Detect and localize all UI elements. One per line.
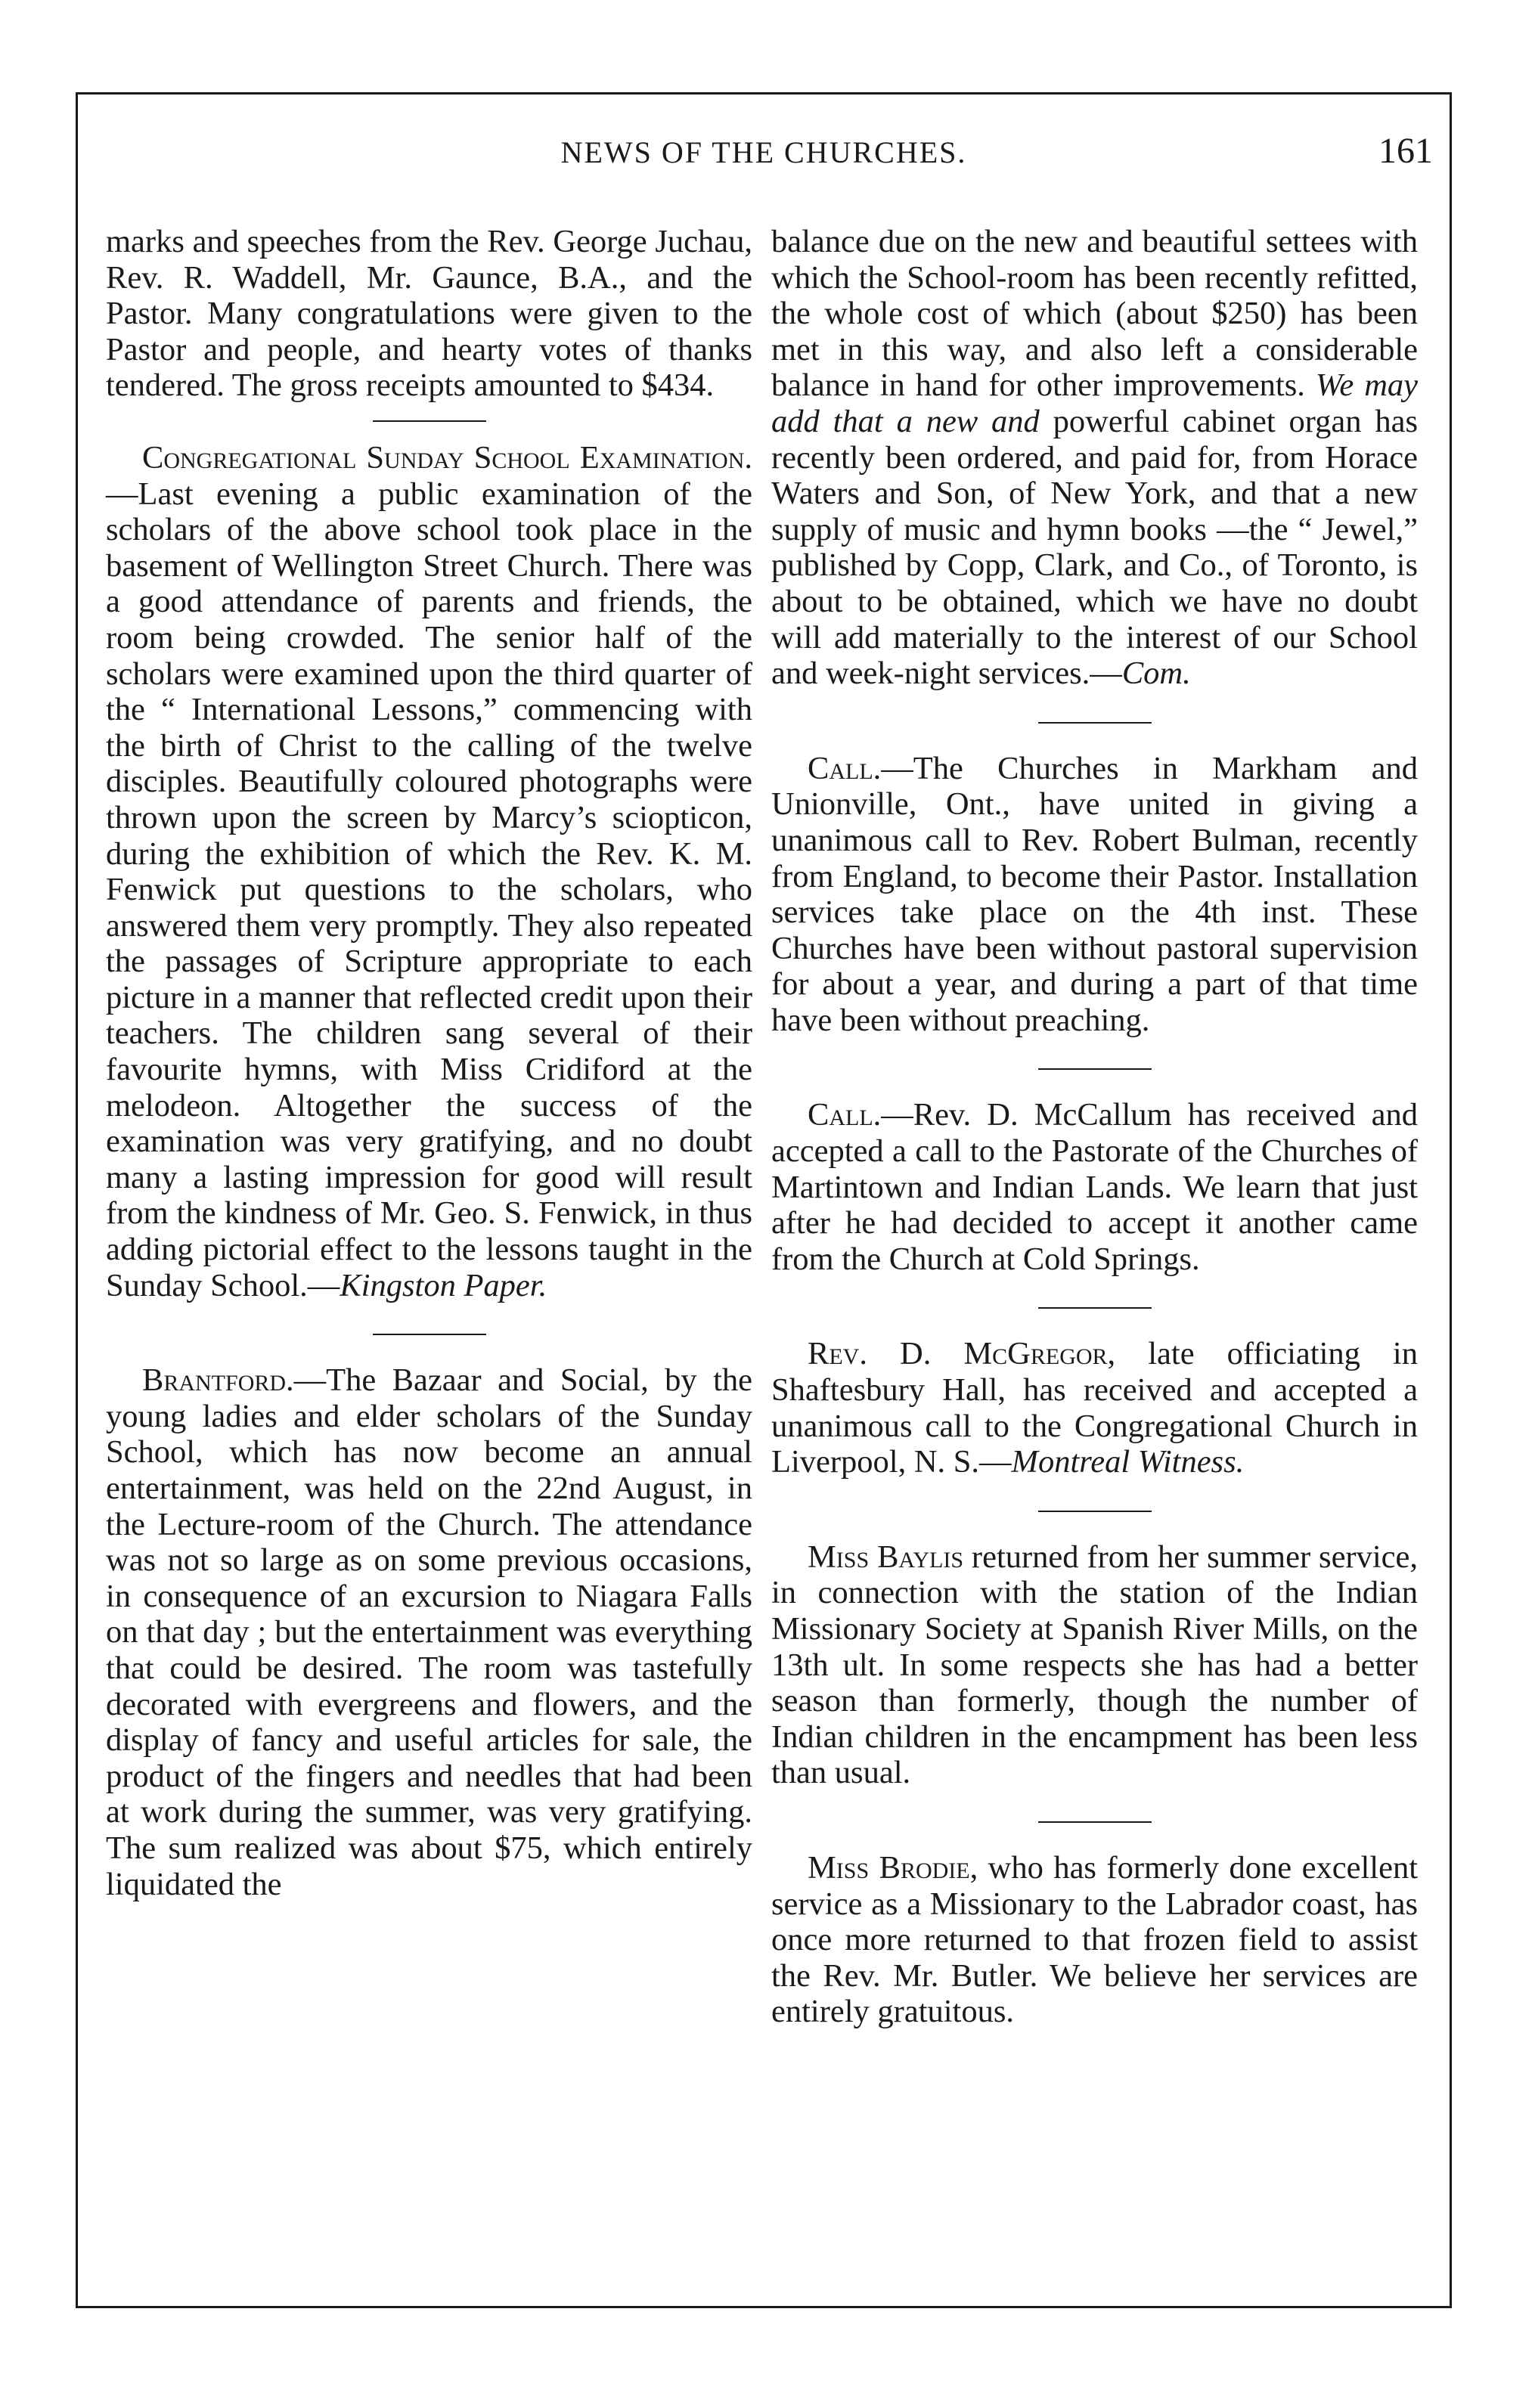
article-title: Brantford. <box>142 1362 294 1399</box>
article-title: Call. <box>808 1097 882 1133</box>
article-body: powerful cabinet organ has recently been ordered, and paid for, from Horace Waters and Son, of New York, and that a new supply of music and hymn books —the “ Jewel,” published by Copp, Clark, and Co., of Toronto, is about to be obtained, which we have no doubt will add materially to the interest of our School and week-night services.— <box>771 403 1419 692</box>
article-body-italic: We may add that a new and <box>771 367 1419 439</box>
running-head: NEWS OF THE CHURCHES. <box>560 135 967 169</box>
article-body: —The Bazaar and Social, by the young ladies and elder scholars of the Sunday School, which has now become an annual entertainment, was held on the 22nd August, in the Lecture-room of the Church. The attendance was not so large as on some previous occasions, in consequence of an excursion to Niagara Falls on that day ; but the entertainment was everything that could be desired. The room was tastefully decorated with evergreens and flowers, and the display of fancy and useful articles for sale, the product of the fingers and needles that had been at work during the summer, was very gratifying. The sum realized was about $75, which entirely liquidated the <box>106 1362 752 1902</box>
brantford-continued-paragraph <box>771 224 1418 692</box>
page-frame-top <box>76 92 1452 95</box>
sunday-school-examination-article <box>106 440 752 1303</box>
article-body: —The Churches in Markham and Unionville, Ont., have united in giving a unanimous call to Rev. Robert Bulman, recently from England, to become their Pastor. Installation services take place on the 4th inst. These Churches have been without pastoral supervision for about a year, and during a part of that time have been without preaching. <box>771 750 1418 1038</box>
mcgregor-article <box>771 1336 1418 1480</box>
call-mccallum-article <box>771 1097 1418 1277</box>
section-divider <box>373 420 486 422</box>
call-markham-article <box>771 751 1418 1039</box>
page-frame-right <box>1450 92 1452 2308</box>
article-title: Rev. D. McGregor, <box>808 1336 1116 1372</box>
article-title: Call. <box>808 750 882 786</box>
section-divider <box>1038 1068 1152 1070</box>
miss-baylis-article <box>771 1539 1418 1791</box>
left-column <box>106 224 752 1902</box>
article-source: Kingston Paper. <box>340 1267 547 1303</box>
section-divider <box>1038 1511 1152 1512</box>
right-column <box>771 224 1418 2030</box>
page-frame-bottom <box>76 2306 1452 2308</box>
article-body: balance due on the new and beautiful settees with which the School-room has been recently refitted, the whole cost of which (about $250) has been met in this way, and also left a considerable balance in hand for other improvements. <box>771 224 1418 404</box>
article-body: —Last evening a public examination of the scholars of the above school took place in the basement of Wellington Street Church. There was a good attendance of parents and friends, the room being crowded. The senior half of the scholars were examined upon the third quarter of the “ International Lessons,” commencing with the birth of Christ to the calling of the twelve disciples. Beautifully coloured photographs were thrown upon the screen by Marcy’s sciopticon, during the exhibition of which the Rev. K. M. Fenwick put questions to the scholars, who answered them very promptly. They also repeated the passages of Scripture appropriate to each picture in a manner that reflected credit upon their teachers. The children sang several of their favourite hymns, with Miss Cridiford at the melodeon. Altogether the success of the examination was very gratifying, and no doubt many a lasting impression for good will result from the kindness of Mr. Geo. S. Fenwick, in thus adding pictorial effect to the lessons taught in the Sunday School.— <box>106 476 752 1303</box>
section-divider <box>1038 722 1152 724</box>
brantford-article <box>106 1362 752 1902</box>
article-body: who has formerly done excellent service as a Missionary to the Labrador coast, has once more returned to that frozen field to assist the Rev. Mr. Butler. We believe her services are entirely gratuitous. <box>771 1849 1418 2030</box>
article-source: Montreal Witness. <box>1011 1444 1245 1480</box>
article-body: late officiating in Shaftesbury Hall, has received and accepted a unanimous call to the Congregational Church in Liverpool, N. S.— <box>771 1336 1418 1480</box>
page-frame-left <box>76 92 78 2308</box>
article-title: Miss Brodie, <box>808 1849 978 1886</box>
section-divider <box>1038 1307 1152 1309</box>
section-divider <box>373 1334 486 1335</box>
article-body: —Rev. D. McCallum has received and accepted a call to the Pastorate of the Churches of Martintown and Indian Lands. We learn that just after he had decided to accept it another came from the Church at Cold Springs. <box>771 1097 1418 1277</box>
article-title: Miss Baylis <box>808 1539 963 1575</box>
article-title: Congregational Sunday School Examination. <box>142 439 752 476</box>
article-source: Com. <box>1121 655 1191 692</box>
section-divider <box>1038 1821 1152 1823</box>
page-number: 161 <box>1378 131 1433 171</box>
brantford-continued-paragraph: marks and speeches from the Rev. George Juchau, Rev. R. Waddell, Mr. Gaunce, B.A., and the Pastor. Many congratulations were given to the Pastor and people, and hearty votes of thanks tendered. The gross receipts amounted to $434. <box>106 224 752 404</box>
article-body: returned from her summer service, in connection with the station of the Indian Missionary Society at Spanish River Mills, on the 13th ult. In some respects she has had a better season than formerly, though the number of Indian children in the encampment has been less than usual. <box>771 1539 1418 1791</box>
miss-brodie-article <box>771 1850 1418 2030</box>
